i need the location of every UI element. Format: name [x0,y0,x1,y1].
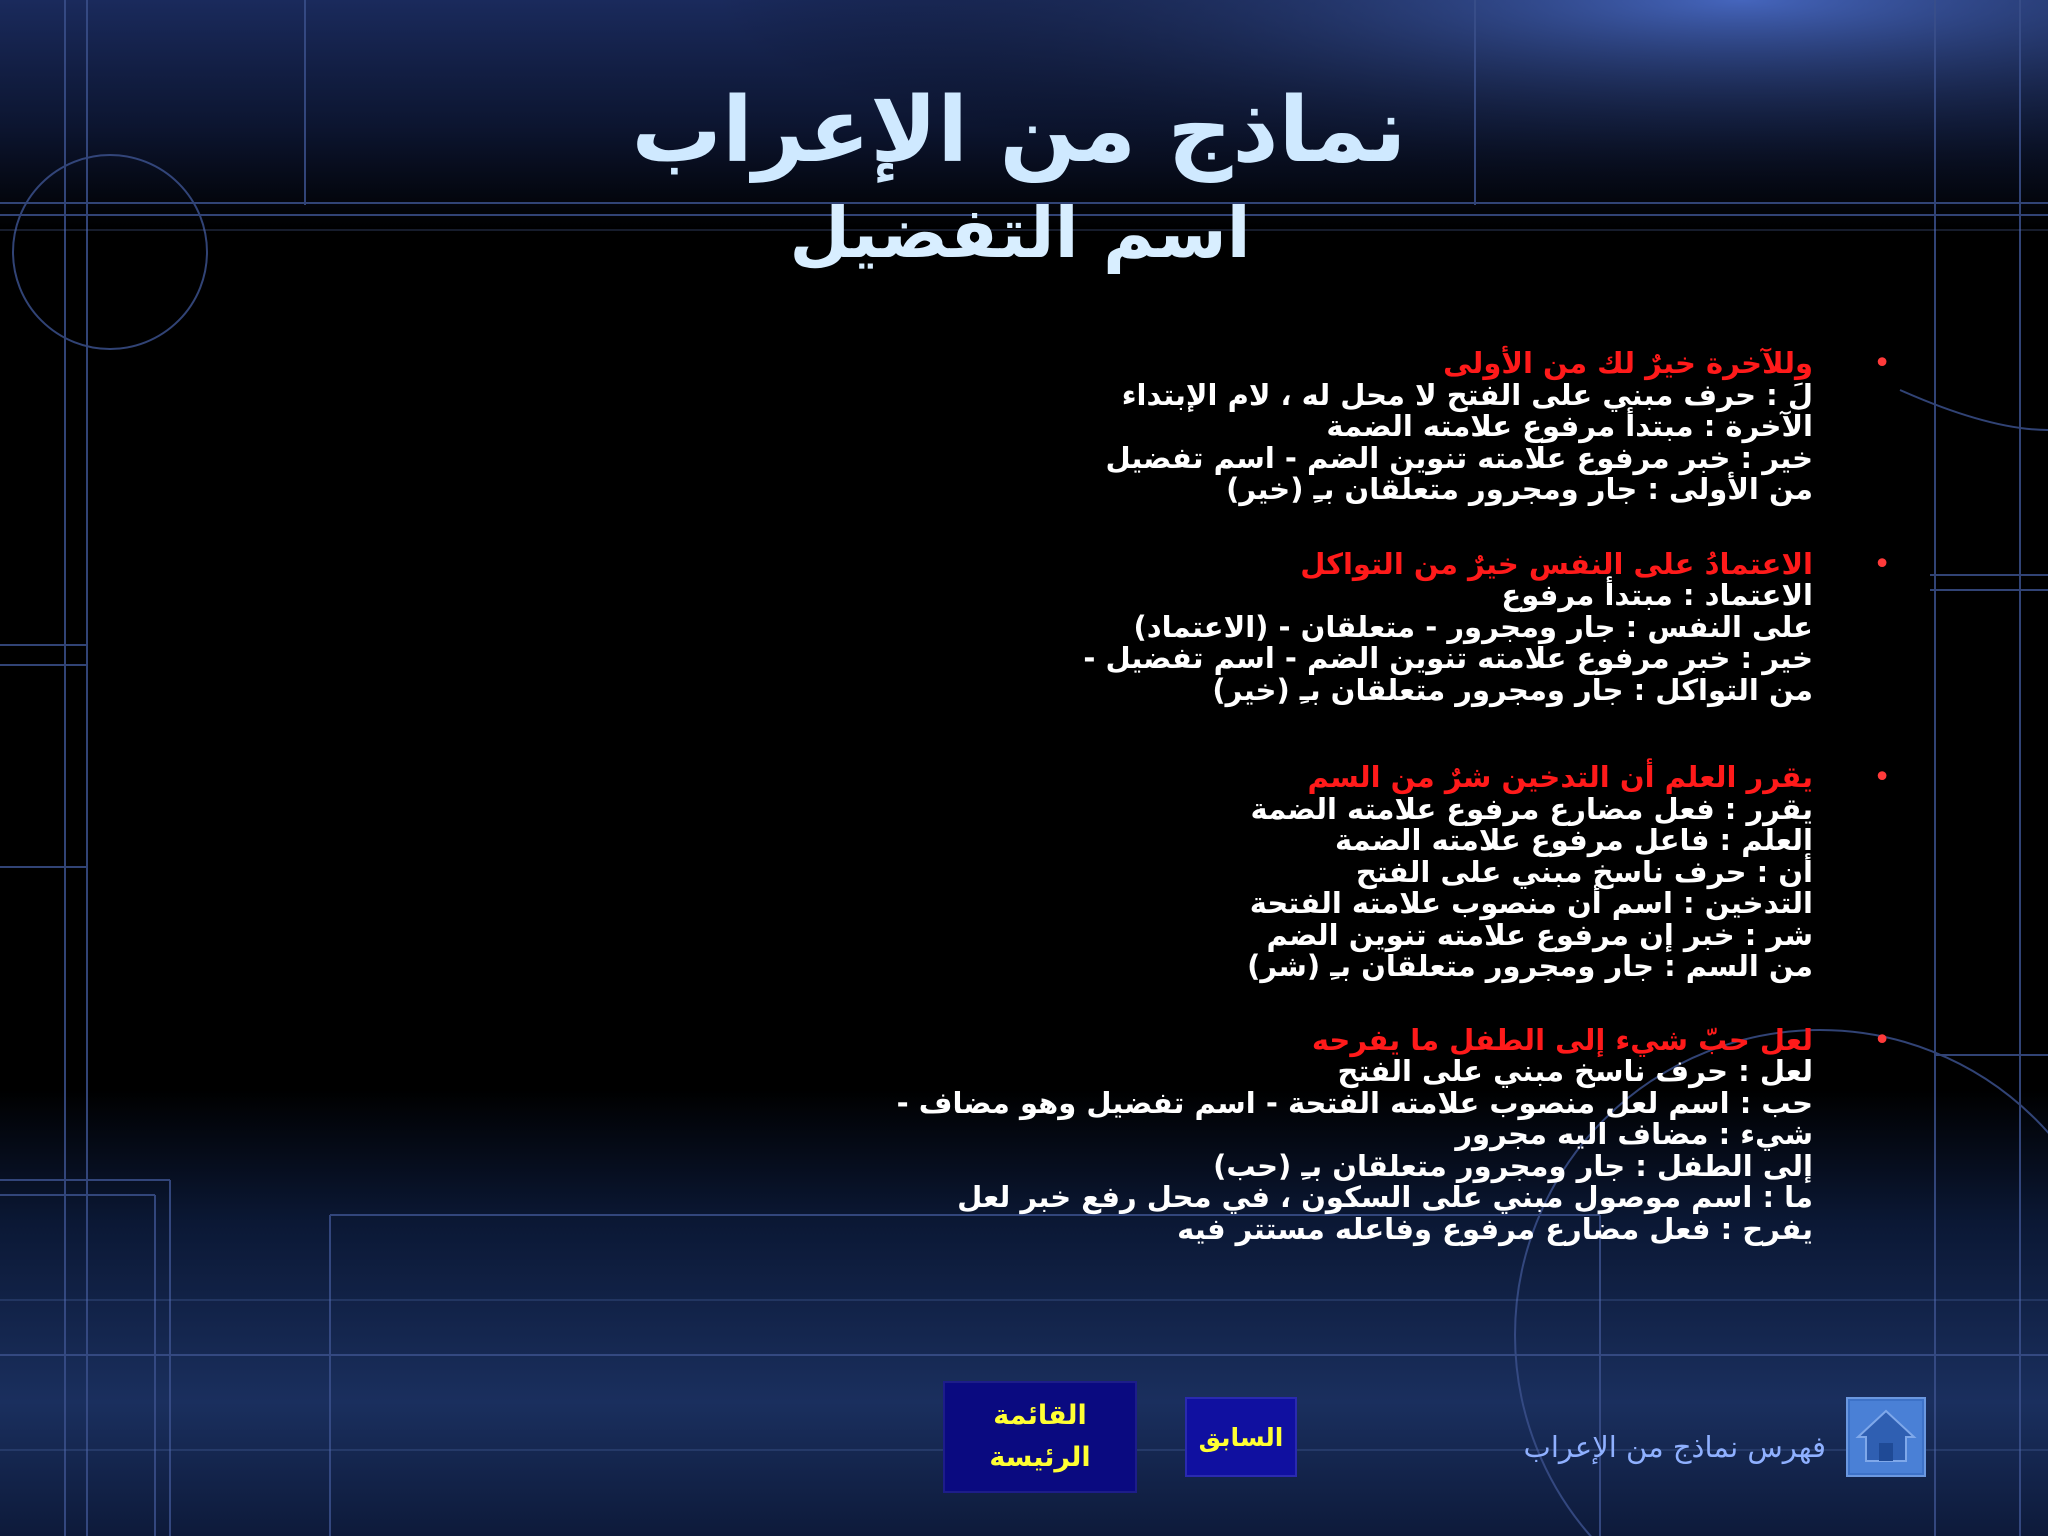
example-sentence: الاعتمادُ على النفس خيرٌ من التواكل [1300,546,1813,581]
analysis-line: يقرر : فعل مضارع مرفوع علامته الضمة [1250,791,1813,826]
analysis-line: التدخين : اسم أن منصوب علامته الفتحة [1249,886,1813,920]
example-sentence: يقرر العلم أن التدخين شرٌ من السم [1307,760,1813,794]
analysis-line: العلم : فاعل مرفوع علامته الضمة [1334,823,1813,857]
bullet-icon: • [1873,546,1891,582]
bullet-icon: • [1873,1022,1891,1058]
analysis-line: إلى الطفل : جار ومجرور متعلقان بـِ (حب) [1213,1148,1813,1183]
main-menu-label-line2: الرئيسة [989,1442,1091,1473]
example-item [713,546,1891,707]
analysis-line: شيء : مضاف اليه مجرور [1455,1117,1813,1151]
example-sentence: لعل حبّ شيء إلى الطفل ما يفرحه [1311,1022,1813,1057]
analysis-line: يفرح : فعل مضارع مرفوع وفاعله مستتر فيه [1177,1211,1813,1246]
analysis-line: أن : حرف ناسخ مبني على الفتح [1355,854,1813,889]
examples-list [713,346,1891,1246]
example-item [713,1022,1891,1246]
analysis-line: من التواكل : جار ومجرور متعلقان بـِ (خير) [1212,672,1813,707]
main-menu-label-line1: القائمة [993,1400,1087,1431]
analysis-line: خير : خبر مرفوع علامته تنوين الضم - اسم تفضيل [1105,440,1813,475]
analysis-line: ما : اسم موصول مبني على السكون ، في محل رفع خبر لعل [957,1180,1813,1214]
analysis-line: من السم : جار ومجرور متعلقان بـِ (شر) [1247,949,1813,983]
example-item [713,760,1891,983]
slide-title: نماذج من الإعراب [631,78,1407,183]
index-link[interactable]: فهرس نماذج من الإعراب [1523,1430,1826,1464]
analysis-line: خير : خبر مرفوع علامته تنوين الضم - اسم تفضيل - [1083,641,1813,675]
analysis-line: حب : اسم لعل منصوب علامته الفتحة - اسم تفضيل وهو مضاف - [896,1085,1813,1120]
previous-label: السابق [1198,1422,1284,1452]
previous-button[interactable] [1185,1397,1297,1477]
analysis-line: شر : خبر إن مرفوع علامته تنوين الضم [1266,917,1813,952]
analysis-line: على النفس : جار ومجرور - متعلقان - (الاعتماد) [1133,609,1813,644]
analysis-line: لَ : حرف مبني على الفتح لا محل له ، لام الإبتداء [1121,377,1813,412]
home-icon [1848,1399,1924,1475]
slide-subtitle: اسم التفضيل [789,192,1251,274]
bullet-icon: • [1873,760,1891,795]
home-button[interactable] [1846,1397,1926,1477]
analysis-line: لعل : حرف ناسخ مبني على الفتح [1337,1054,1813,1088]
analysis-line: الاعتماد : مبتدأ مرفوع [1501,578,1813,612]
example-sentence: وللآخرة خيرٌ لك من الأولى [1443,346,1813,380]
analysis-line: الآخرة : مبتدأ مرفوع علامته الضمة [1326,409,1813,443]
analysis-line: من الأولى : جار ومجرور متعلقان بـِ (خير) [1226,472,1813,506]
main-menu-button[interactable] [943,1381,1137,1493]
bullet-icon: • [1873,346,1891,381]
example-item [713,346,1891,506]
